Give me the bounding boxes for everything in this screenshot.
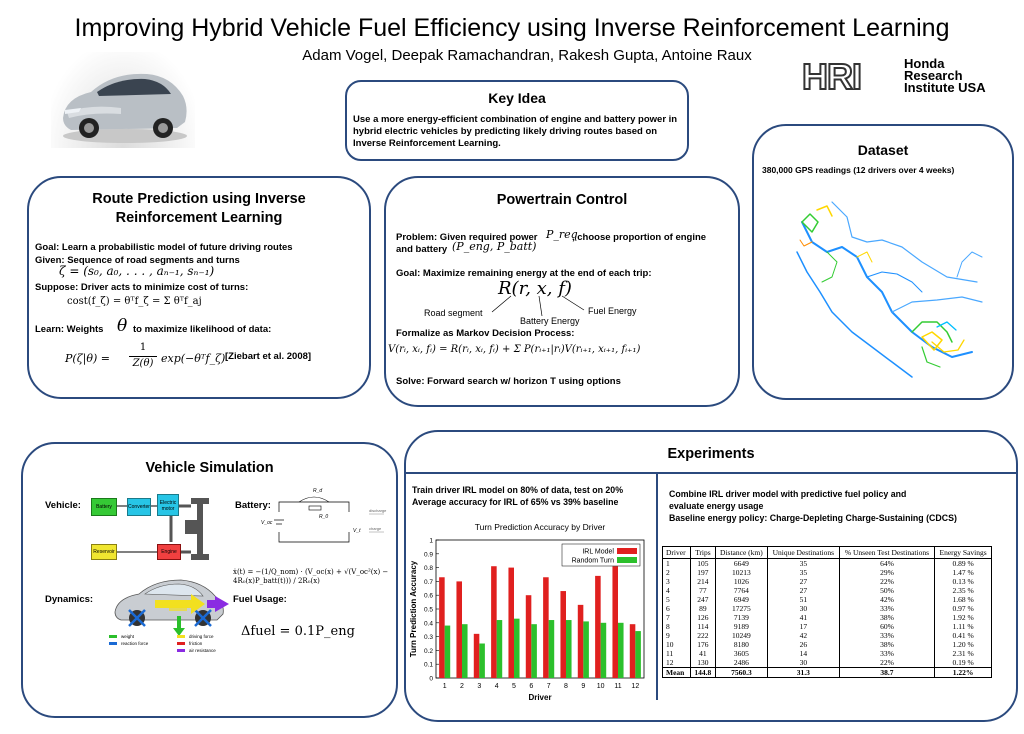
- table-cell: 26: [767, 640, 839, 649]
- road-segment-label: Road segment: [424, 308, 483, 318]
- table-cell: 5: [663, 595, 691, 604]
- x-tick-label: 12: [631, 683, 640, 690]
- bar-random-turn: [531, 624, 537, 678]
- battery-circuit-diagram: [259, 492, 389, 552]
- table-row: [663, 604, 992, 613]
- x-tick-label: 9: [581, 683, 586, 690]
- experiments-title: Experiments: [667, 446, 755, 462]
- table-cell: 35: [767, 568, 839, 577]
- bar-random-turn: [635, 631, 641, 678]
- bar-random-turn: [549, 620, 555, 678]
- engine-block: Engine: [157, 544, 181, 560]
- table-cell: 50%: [839, 586, 935, 595]
- x-tick-label: 1: [442, 683, 447, 690]
- bar-irl-model: [508, 568, 514, 678]
- battery-block: Battery: [91, 498, 117, 516]
- table-header-cell: % Unseen Test Destinations: [839, 547, 935, 559]
- table-cell: 8180: [715, 640, 767, 649]
- table-cell: 30: [767, 658, 839, 668]
- fuel-energy-label: Fuel Energy: [588, 306, 637, 316]
- table-cell: 6649: [715, 559, 767, 569]
- legend-label: IRL Model: [582, 548, 614, 556]
- legend-label: Random Turn: [571, 557, 614, 565]
- experiments-panel: [404, 430, 1018, 722]
- table-mean-cell: 144.8: [690, 668, 715, 678]
- legend-friction-swatch: [177, 642, 185, 645]
- table-cell: 38%: [839, 640, 935, 649]
- hybrid-car-photo: [51, 52, 195, 148]
- table-row: [663, 658, 992, 668]
- powertrain-problem-c: and battery: [396, 244, 448, 255]
- table-cell: 14: [767, 649, 839, 658]
- y-tick-label: 0.6: [423, 592, 433, 600]
- reservoir-block: Reservoir: [91, 544, 117, 560]
- dataset-title: Dataset: [857, 142, 909, 158]
- vehicle-sim-panel: [21, 442, 398, 718]
- x-axis-label: Driver: [528, 693, 552, 702]
- legend-weight-swatch: [109, 635, 117, 638]
- prob-lhs: P(ζ|θ) =: [65, 352, 110, 365]
- y-tick-label: 0.9: [423, 551, 433, 559]
- table-cell: 33%: [839, 604, 935, 613]
- legend-friction-label: friction: [189, 641, 203, 646]
- y-tick-label: 0.3: [423, 634, 433, 642]
- table-cell: 11: [663, 649, 691, 658]
- x-tick-label: 7: [546, 683, 551, 690]
- table-cell: 2486: [715, 658, 767, 668]
- bar-irl-model: [578, 605, 584, 678]
- soc-equation: ẋ(t) = −(1/Q_nom) · (V_oc(x) + √(V_oc²(x) − 4R₀(x)P_batt(t))) / 2R₀(x): [233, 568, 389, 585]
- table-header-cell: Trips: [690, 547, 715, 559]
- bar-random-turn: [601, 623, 607, 678]
- bar-irl-model: [612, 566, 618, 678]
- table-cell: 1026: [715, 577, 767, 586]
- bar-irl-model: [491, 566, 497, 678]
- x-tick-label: 3: [477, 683, 482, 690]
- circuit-label-rd: R_d: [313, 488, 323, 494]
- table-cell: 10: [663, 640, 691, 649]
- table-row: [663, 577, 992, 586]
- legend-driving-swatch: [177, 635, 185, 638]
- table-cell: 114: [690, 622, 715, 631]
- table-cell: 27: [767, 577, 839, 586]
- table-cell: 41: [767, 613, 839, 622]
- legend-reaction-label: reaction force: [121, 641, 149, 646]
- table-mean-cell: 7560.3: [715, 668, 767, 678]
- powertrain-solve: Solve: Forward search w/ horizon T using options: [396, 376, 621, 387]
- table-header-cell: Distance (km): [715, 547, 767, 559]
- chart-title: Turn Prediction Accuracy by Driver: [474, 522, 606, 532]
- table-cell: 2.31 %: [935, 649, 992, 658]
- table-cell: 60%: [839, 622, 935, 631]
- legend-driving-label: driving force: [189, 634, 214, 639]
- table-header-cell: Energy Savings: [935, 547, 992, 559]
- table-cell: 1.47 %: [935, 568, 992, 577]
- table-mean-cell: 38.7: [839, 668, 935, 678]
- table-cell: 7139: [715, 613, 767, 622]
- x-tick-label: 11: [614, 683, 622, 690]
- route-suppose: Suppose: Driver acts to minimize cost of turns:: [35, 282, 249, 293]
- route-learn: Learn: Weights: [35, 324, 104, 335]
- key-idea-title: Key Idea: [488, 90, 546, 106]
- powertrain-title: Powertrain Control: [496, 192, 628, 208]
- zeta-equation: ζ = (s₀, a₀, . . . , aₙ₋₁, sₙ₋₁): [59, 264, 215, 278]
- x-tick-label: 10: [596, 683, 605, 690]
- table-row: [663, 631, 992, 640]
- table-row: [663, 649, 992, 658]
- table-cell: 35: [767, 559, 839, 569]
- key-idea-text: Use a more energy-efficient combination of engine and battery power in hybrid electric vehicles by predicting likely driving routes based on Inverse Reinforcement Learning.: [353, 114, 678, 149]
- bar-irl-model: [456, 581, 462, 678]
- powertrain-problem-b: , choose proportion of engine: [572, 232, 707, 243]
- theta-symbol: θ: [117, 316, 128, 336]
- experiments-right-text-2: Baseline energy policy: Charge-Depleting Charge-Sustaining (CDCS): [669, 513, 957, 523]
- table-cell: 0.97 %: [935, 604, 992, 613]
- table-cell: 0.19 %: [935, 658, 992, 668]
- hri-logo-line1: Honda: [904, 56, 945, 71]
- x-tick-label: 2: [460, 683, 464, 690]
- bar-random-turn: [445, 626, 451, 678]
- table-cell: 7764: [715, 586, 767, 595]
- legend-weight-label: weight: [121, 634, 135, 639]
- bar-irl-model: [595, 576, 601, 678]
- table-cell: 17275: [715, 604, 767, 613]
- table-cell: 17: [767, 622, 839, 631]
- powertrain-panel: [384, 176, 740, 407]
- table-cell: 1.11 %: [935, 622, 992, 631]
- prob-fraction-bar: [129, 356, 157, 357]
- table-cell: 33%: [839, 631, 935, 640]
- table-cell: 247: [690, 595, 715, 604]
- v-equation: V(rᵢ, xᵢ, fᵢ) = R(rᵢ, xᵢ, fᵢ) + Σ P(rᵢ₊₁|rᵢ)V(rᵢ₊₁, xᵢ₊₁, fᵢ₊₁): [388, 344, 641, 355]
- bar-random-turn: [497, 620, 503, 678]
- table-cell: 7: [663, 613, 691, 622]
- table-cell: 9: [663, 631, 691, 640]
- legend-air-label: air resistance: [189, 648, 216, 653]
- table-cell: 1.20 %: [935, 640, 992, 649]
- bar-irl-model: [439, 577, 445, 678]
- table-row: [663, 613, 992, 622]
- experiments-left-text: Train driver IRL model on 80% of data, test on 20% Average accuracy for IRL of 65% vs 39% baseline: [412, 485, 624, 507]
- bar-random-turn: [462, 624, 468, 678]
- fuel-usage-label: Fuel Usage:: [233, 594, 287, 605]
- fuel-equation: Δfuel = 0.1P_eng: [241, 624, 355, 639]
- table-cell: 197: [690, 568, 715, 577]
- table-cell: 0.41 %: [935, 631, 992, 640]
- table-cell: 9189: [715, 622, 767, 631]
- table-cell: 29%: [839, 568, 935, 577]
- y-tick-label: 0.2: [423, 647, 433, 655]
- table-cell: 33%: [839, 649, 935, 658]
- table-row: [663, 568, 992, 577]
- y-tick-label: 0.4: [423, 620, 433, 628]
- table-cell: 176: [690, 640, 715, 649]
- circuit-label-vt: V_t: [353, 528, 361, 534]
- powertrain-goal: Goal: Maximize remaining energy at the end of each trip:: [396, 268, 652, 279]
- ziebart-citation: [Ziebart et al. 2008]: [225, 351, 312, 362]
- results-table-header: [663, 547, 992, 559]
- table-cell: 2.35 %: [935, 586, 992, 595]
- circuit-label-voc: V_oc: [261, 520, 273, 526]
- key-idea-panel: [345, 80, 689, 161]
- table-cell: 3: [663, 577, 691, 586]
- bar-irl-model: [526, 595, 532, 678]
- route-prediction-panel: [27, 176, 371, 399]
- x-tick-label: 8: [564, 683, 568, 690]
- table-cell: 12: [663, 658, 691, 668]
- poster-authors: Adam Vogel, Deepak Ramachandran, Rakesh Gupta, Antoine Raux: [302, 47, 752, 64]
- route-learn-rest: to maximize likelihood of data:: [133, 324, 272, 335]
- dataset-panel: [752, 124, 1014, 400]
- table-cell: 214: [690, 577, 715, 586]
- table-row: [663, 640, 992, 649]
- table-cell: 0.89 %: [935, 559, 992, 569]
- table-cell: 64%: [839, 559, 935, 569]
- p-req: P_req: [546, 228, 578, 241]
- table-cell: 89: [690, 604, 715, 613]
- y-tick-label: 1: [429, 537, 433, 545]
- legend-reaction-swatch: [109, 642, 117, 645]
- table-cell: 10249: [715, 631, 767, 640]
- y-axis-label: Turn Prediction Accuracy: [409, 560, 418, 658]
- table-cell: 8: [663, 622, 691, 631]
- x-tick-label: 5: [512, 683, 516, 690]
- bar-random-turn: [618, 623, 624, 678]
- turn-accuracy-chart: [408, 518, 654, 704]
- table-cell: 42: [767, 631, 839, 640]
- table-header-cell: Driver: [663, 547, 691, 559]
- experiments-right-text-1: Combine IRL driver model with predictive fuel policy and evaluate energy usage: [669, 489, 907, 511]
- powertrain-formalize: Formalize as Markov Decision Process:: [396, 328, 575, 339]
- y-tick-label: 0.7: [423, 578, 433, 586]
- bar-random-turn: [479, 644, 485, 679]
- hri-logo: [802, 58, 1014, 98]
- converter-block: Converter: [127, 498, 151, 516]
- vehicle-sim-title: Vehicle Simulation: [145, 460, 274, 476]
- table-cell: 41: [690, 649, 715, 658]
- table-cell: 4: [663, 586, 691, 595]
- hri-logo-line3: Institute USA: [904, 80, 986, 95]
- experiments-divider-v: [656, 472, 658, 700]
- poster-title: Improving Hybrid Vehicle Fuel Efficiency using Inverse Reinforcement Learning: [74, 14, 950, 42]
- vehicle-dynamics-diagram: [111, 572, 229, 638]
- table-cell: 222: [690, 631, 715, 640]
- table-row: [663, 622, 992, 631]
- table-cell: 0.13 %: [935, 577, 992, 586]
- table-row: [663, 586, 992, 595]
- table-cell: 22%: [839, 577, 935, 586]
- table-row: [663, 559, 992, 569]
- hri-logo-line2: Research: [904, 68, 963, 83]
- bar-irl-model: [543, 577, 549, 678]
- table-cell: 30: [767, 604, 839, 613]
- cost-equation: cost(f_ζ) = θᵀf_ζ = Σ θᵀf_aj: [67, 296, 202, 307]
- table-cell: 42%: [839, 595, 935, 604]
- vehicle-label: Vehicle:: [45, 500, 81, 511]
- x-tick-label: 6: [529, 683, 534, 690]
- experiments-divider-h: [406, 472, 1016, 474]
- hri-logo-letters: HRI: [802, 56, 861, 97]
- bar-random-turn: [514, 619, 520, 678]
- route-prediction-title: Route Prediction using Inverse Reinforcement Learning: [92, 191, 306, 226]
- circuit-label-r0: R_0: [319, 514, 329, 520]
- table-cell: 38%: [839, 613, 935, 622]
- x-tick-label: 4: [494, 683, 499, 690]
- table-mean-row: [663, 668, 992, 678]
- bar-irl-model: [474, 634, 480, 678]
- table-cell: 1.92 %: [935, 613, 992, 622]
- legend-air-swatch: [177, 649, 185, 652]
- table-cell: 51: [767, 595, 839, 604]
- table-cell: 3605: [715, 649, 767, 658]
- table-row: [663, 595, 992, 604]
- table-cell: 105: [690, 559, 715, 569]
- prob-numerator: 1: [139, 342, 147, 353]
- bar-random-turn: [566, 620, 572, 678]
- powertrain-diagram: [91, 492, 221, 568]
- table-cell: 6949: [715, 595, 767, 604]
- table-cell: 2: [663, 568, 691, 577]
- circuit-label-discharge: discharge: [369, 508, 387, 513]
- bar-irl-model: [630, 624, 636, 678]
- legend-swatch: [617, 557, 637, 563]
- table-cell: 77: [690, 586, 715, 595]
- battery-energy-label: Battery Energy: [520, 316, 580, 326]
- gps-trace-map: [772, 182, 992, 392]
- route-given: Given: Sequence of road segments and turns: [35, 255, 240, 266]
- p-pair: (P_eng, P_batt): [452, 240, 537, 253]
- table-cell: 27: [767, 586, 839, 595]
- dynamics-label: Dynamics:: [45, 594, 94, 605]
- table-header-cell: Unique Destinations: [767, 547, 839, 559]
- table-mean-cell: 31.3: [767, 668, 839, 678]
- table-cell: 10213: [715, 568, 767, 577]
- battery-label: Battery:: [235, 500, 271, 511]
- motor-block: Electric motor: [157, 494, 179, 516]
- y-tick-label: 0.8: [423, 565, 433, 573]
- bar-random-turn: [583, 621, 589, 678]
- table-cell: 1: [663, 559, 691, 569]
- force-legend: [109, 634, 249, 660]
- table-cell: 1.68 %: [935, 595, 992, 604]
- y-tick-label: 0.1: [423, 661, 433, 669]
- table-cell: 130: [690, 658, 715, 668]
- legend-swatch: [617, 548, 637, 554]
- powertrain-problem-a: Problem: Given required power: [396, 232, 538, 243]
- results-table: [662, 546, 992, 678]
- table-mean-cell: 1.22%: [935, 668, 992, 678]
- table-cell: 6: [663, 604, 691, 613]
- table-cell: 22%: [839, 658, 935, 668]
- prob-denominator: Z(θ): [132, 358, 154, 369]
- route-goal: Goal: Learn a probabilistic model of future driving routes: [35, 242, 293, 253]
- prob-rhs: exp(−θᵀf_ζ): [161, 352, 226, 365]
- circuit-label-charge: charge: [369, 526, 382, 531]
- table-cell: 126: [690, 613, 715, 622]
- bar-irl-model: [560, 591, 566, 678]
- table-mean-cell: Mean: [663, 668, 691, 678]
- y-tick-label: 0: [429, 675, 433, 683]
- r-equation: R(r, x, f): [498, 278, 572, 299]
- dataset-subtitle: 380,000 GPS readings (12 drivers over 4 weeks): [762, 165, 955, 175]
- y-tick-label: 0.5: [423, 606, 433, 614]
